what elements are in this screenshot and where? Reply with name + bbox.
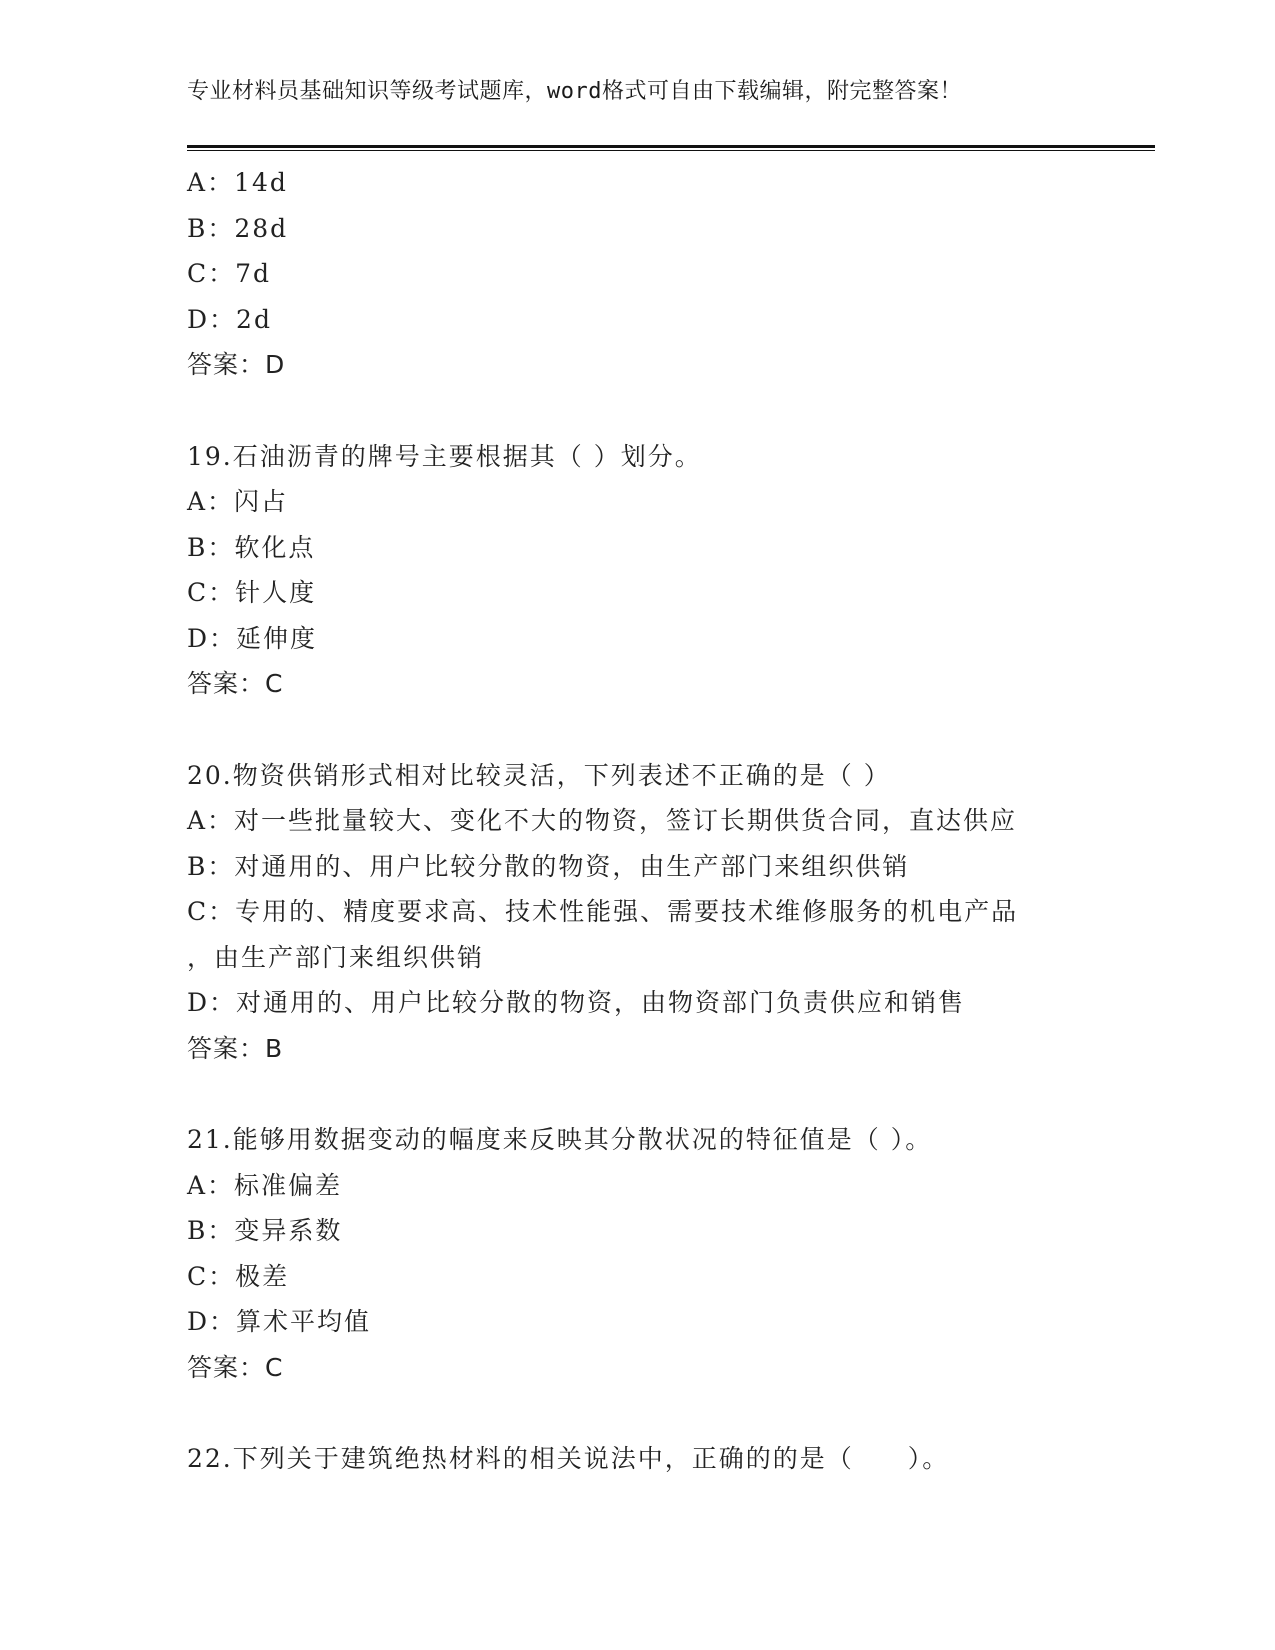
answer: 答案：D bbox=[187, 350, 286, 379]
option-c: C：极差 bbox=[187, 1261, 290, 1291]
option-a: A：14d bbox=[187, 168, 288, 197]
question-stem: 21.能够用数据变动的幅度来反映其分散状况的特征值是（ ）。 bbox=[187, 1125, 933, 1154]
question-stem: 20.物资供销形式相对比较灵活，下列表述不正确的是（ ） bbox=[187, 760, 891, 790]
option-b: B：对通用的、用户比较分散的物资，由生产部门来组织供销 bbox=[187, 851, 910, 881]
question-stem: 19.石油沥青的牌号主要根据其（ ）划分。 bbox=[187, 441, 702, 471]
option-d: D：2d bbox=[187, 304, 272, 334]
option-d: D：对通用的、用户比较分散的物资，由物资部门负责供应和销售 bbox=[187, 988, 966, 1017]
header-rule-thin bbox=[187, 150, 1155, 151]
question-22 bbox=[187, 1436, 1147, 1482]
option-c-continued: ，由生产部门来组织供销 bbox=[187, 942, 485, 972]
question-stem: 22.下列关于建筑绝热材料的相关说法中，正确的的是（ ）。 bbox=[187, 1444, 950, 1473]
option-c: C：7d bbox=[187, 259, 272, 288]
option-b: B：变异系数 bbox=[187, 1216, 343, 1245]
option-a: A：对一些批量较大、变化不大的物资，签订长期供货合同，直达供应 bbox=[187, 806, 1018, 835]
answer: 答案：B bbox=[187, 1033, 284, 1063]
option-d: D：算术平均值 bbox=[187, 1307, 372, 1336]
question-content bbox=[187, 160, 1147, 1482]
question-19 bbox=[187, 434, 1147, 707]
option-c: C：专用的、精度要求高、技术性能强、需要技术维修服务的机电产品 bbox=[187, 897, 1019, 926]
option-a: A：闪占 bbox=[187, 487, 289, 516]
question-18-continued bbox=[187, 160, 1147, 388]
question-20 bbox=[187, 753, 1147, 1072]
answer: 答案：C bbox=[187, 1352, 284, 1382]
option-c: C：针人度 bbox=[187, 578, 317, 607]
option-a: A：标准偏差 bbox=[187, 1170, 343, 1200]
question-21 bbox=[187, 1117, 1147, 1390]
option-d: D：延伸度 bbox=[187, 623, 318, 653]
option-b: B：软化点 bbox=[187, 532, 316, 562]
option-b: B：28d bbox=[187, 213, 289, 243]
answer: 答案：C bbox=[187, 669, 284, 698]
page-header: 专业材料员基础知识等级考试题库，word格式可自由下载编辑，附完整答案！ bbox=[187, 79, 962, 104]
header-rule bbox=[187, 145, 1155, 148]
